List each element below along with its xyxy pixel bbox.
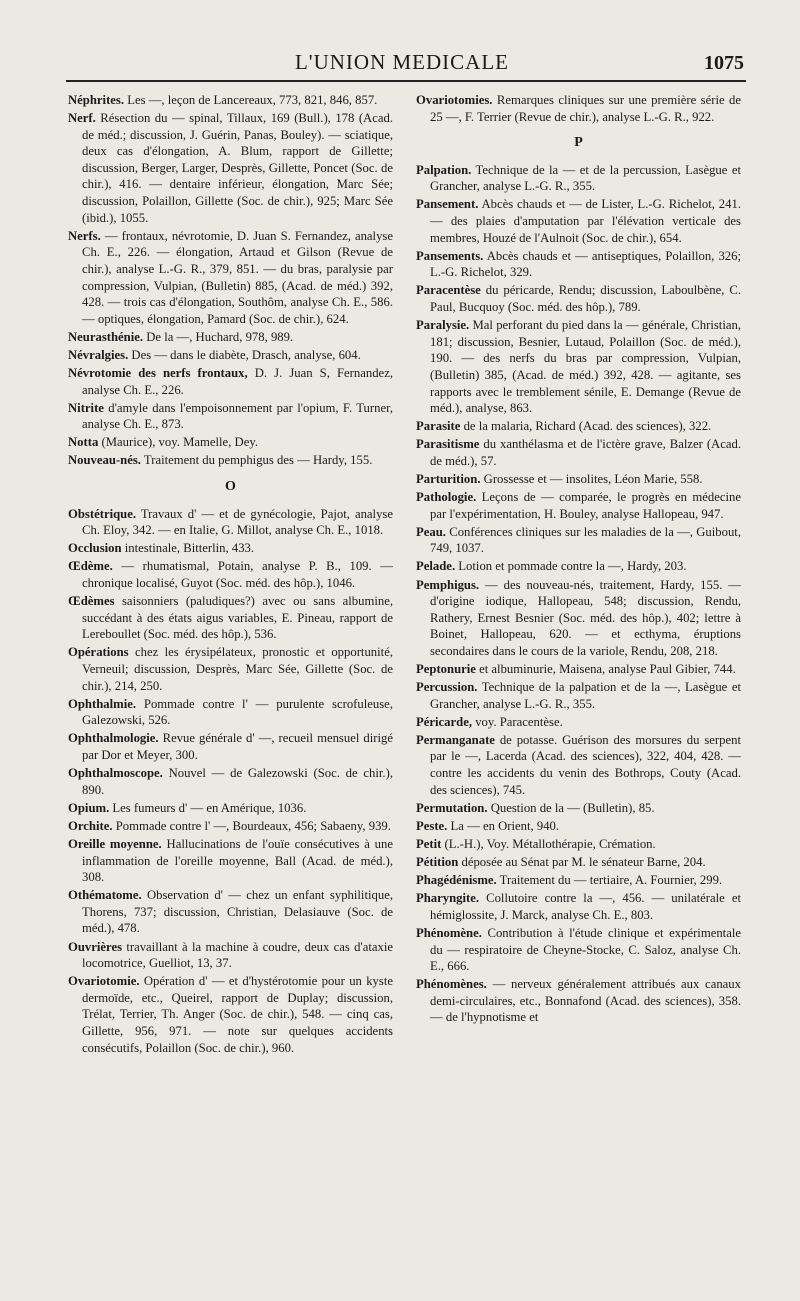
- index-entry: [68, 540, 393, 557]
- entry-text: Résection du — spinal, Tillaux, 169 (Bull.), 178 (Acad. de méd.; discussion, J. Guérin, Panas, Bouley). — sciatique, deux cas d'élongation, A. Blum, rapport de Gillette; discussion, Berger, Larger, Desprès, Gillette, Poncet (Soc. de chir.), 416. — dentaire inférieur, élongation, Marc Sée; discussion, Polaillon, Gillette (Soc. de chir.), 925; Marc Sée (ibid.), 1055.: [82, 111, 393, 225]
- entry-text: Les fumeurs d' — en Amérique, 1036.: [109, 800, 307, 815]
- entry-text: travaillant à la machine à coudre, deux cas d'ataxie locomotrice, Guelliot, 13, 37.: [82, 939, 393, 971]
- entry-heading: Pathologie.: [416, 490, 477, 505]
- entry-heading: Péricarde,: [416, 714, 473, 729]
- entry-text: Collutoire contre la —, 456. — unilatérale et hémiglossite, J. Marck, analyse Ch. E., 803.: [430, 891, 741, 922]
- entry-text: voy. Paracentèse.: [472, 714, 563, 729]
- entry-heading: Ouvrières: [68, 939, 123, 954]
- entry-text: Traitement du — tertiaire, A. Fournier, 299.: [496, 873, 723, 888]
- entry-heading: Pansement.: [416, 197, 479, 212]
- entry-heading: Nerfs.: [68, 228, 101, 243]
- index-entry: [416, 714, 741, 731]
- entry-text: — des nouveau-nés, traitement, Hardy, 155. — d'origine iodique, Hallopeau, 548; discussion, Rendu, Rathery, Ernest Besnier (Soc. méd. des hôp.), 402; lettre à Boinet, Hallopeau, 620. — et ecthyma, éruptions secondaires dans le cours de la variole, Rendu, 208, 218.: [430, 577, 741, 658]
- index-entry: [416, 890, 741, 923]
- entry-text: Abcès chauds et — de Lister, L.-G. Richelot, 241. — des plaies d'amputation par l'élévation verticale des membres, Houzé de l'Aulnoit (Soc. de chir.), 654.: [430, 197, 741, 245]
- entry-heading: Percussion.: [416, 680, 478, 695]
- entry-heading: Peptonurie: [416, 662, 476, 676]
- entry-text: Question de la — (Bulletin), 85.: [487, 800, 655, 815]
- entry-text: Conférences cliniques sur les maladies de la —, Guibout, 749, 1037.: [430, 524, 741, 556]
- entry-text: Observation d' — chez un enfant syphilitique, Thorens, 737; discussion, Christian, Delasiauve (Soc. de méd.), 478.: [82, 888, 393, 936]
- index-entry: [416, 489, 741, 522]
- entry-text: — frontaux, névrotomie, D. Juan S. Fernandez, analyse Ch. E., 226. — élongation, Artaud et Gilson (Revue de chir.), analyse L.-G. R., 379, 851. — du bras, paralysie par compression, Vulpian, (Bulletin) 885, (Acad. de méd.) 392, 428. — trois cas d'élongation, Southôm, analyse Ch. E., 586. — optiques, élongation, Pamard (Soc. de chir.), 624.: [82, 228, 393, 326]
- journal-title: L'UNION MEDICALE: [294, 50, 509, 74]
- entry-text: Leçons de — comparée, le progrès en médecine par l'expérimentation, H. Bouley, analyse Hallopeau, 947.: [430, 490, 741, 521]
- entry-heading: Obstétrique.: [68, 506, 137, 521]
- entries-o: [68, 506, 393, 1057]
- entry-heading: Nouveau-nés.: [68, 453, 141, 468]
- entry-heading: Pharyngite.: [416, 891, 480, 906]
- entry-text: Pommade contre l' — purulente scrofuleuse, Galezowski, 526.: [82, 696, 393, 728]
- entry-text: Nouvel — de Galezowski (Soc. de chir.), 890.: [82, 766, 393, 797]
- entry-heading: Pemphigus.: [416, 577, 480, 592]
- index-entry: [68, 644, 393, 694]
- entry-text: de potasse. Guérison des morsures du serpent par le —, Lacerda (Acad. des sciences), 322, 404, 428. — contre les accidents du venin des Bothrops, Couty (Acad. des sciences), 745.: [430, 732, 741, 797]
- index-entry: [68, 506, 393, 539]
- entry-text: saisonniers (paludiques?) avec ou sans albumine, succédant à des états aigus variables, E. Pineau, rapport de Lereboullet (Soc. méd. des hôp.), 536.: [82, 594, 393, 642]
- entry-heading: Nitrite: [68, 400, 104, 415]
- index-entry: [416, 854, 741, 871]
- entry-heading: Nerf.: [68, 111, 96, 126]
- page-header: [60, 48, 744, 78]
- index-entry: [416, 732, 741, 798]
- entry-text: De la —, Huchard, 978, 989.: [143, 329, 294, 344]
- entry-text: Des — dans le diabète, Drasch, analyse, 604.: [128, 347, 361, 362]
- index-entry: [68, 939, 393, 972]
- entry-text: Mal perforant du pied dans la — générale, Christian, 181; discussion, Besnier, Lutaud, Polaillon (Soc. de méd.), 190. — des nerfs du bras par compression, Vulpian, (Bulletin) 385, (Acad. de méd.) 392, 428. — agitante, ses rapports avec le tremblement sénile, E. Demange (Revue de méd.), analyse, 863.: [430, 318, 741, 416]
- entry-text: Contribution à l'étude clinique et expérimentale du — respiratoire de Cheyne-Stocke, C. Saloz, analyse Ch. E., 666.: [430, 925, 741, 974]
- index-entry: [68, 818, 393, 835]
- entry-text: déposée au Sénat par M. le sénateur Barne, 204.: [458, 855, 706, 870]
- index-entry: [416, 818, 741, 835]
- entry-text: Grossesse et — insolites, Léon Marie, 558.: [480, 471, 703, 486]
- index-entry: [416, 800, 741, 817]
- entry-text: — nerveux généralement attribués aux canaux demi-circulaires, etc., Bonnafond (Acad. des sciences), 358. — de l'hypnotisme et: [430, 977, 741, 1025]
- section-letter-o: O: [225, 479, 236, 495]
- index-entry: [416, 872, 741, 889]
- entry-heading: Ophthalmie.: [68, 696, 137, 711]
- index-entry: [416, 248, 741, 281]
- entry-text: — rhumatismal, Potain, analyse P. B., 109. — chronique localisé, Guyot (Soc. méd. des hôp.), 1046.: [82, 559, 393, 591]
- entry-text: chez les érysipélateux, pronostic et opportunité, Verneuil; discussion, Desprès, Marc Sée, Gillette (Soc. de chir.), 214, 250.: [82, 645, 393, 693]
- entry-heading: Ovariotomie.: [68, 974, 140, 989]
- entry-text: (L.-H.), Voy. Métallothérapie, Crémation.: [441, 836, 656, 851]
- entry-heading: Pétition: [416, 855, 459, 870]
- entry-text: La — en Orient, 940.: [447, 818, 560, 833]
- entry-heading: Othématome.: [68, 888, 142, 903]
- index-entry: [68, 452, 393, 469]
- entries-n: [68, 92, 393, 469]
- index-entry: [416, 558, 741, 575]
- index-entry: [68, 800, 393, 817]
- entry-heading: Parasitisme: [416, 437, 480, 452]
- index-entry: [416, 976, 741, 1026]
- entry-heading: Névralgies.: [68, 347, 129, 362]
- entry-heading: Occlusion: [68, 541, 122, 556]
- entry-text: Technique de la palpation et de la —, Lasègue et Grancher, analyse L.-G. R., 355.: [430, 680, 741, 711]
- entry-heading: Parturition.: [416, 471, 481, 486]
- entry-text: Abcès chauds et — antiseptiques, Polaillon, 326; L.-G. Richelot, 329.: [430, 248, 741, 280]
- entry-heading: Opium.: [68, 800, 110, 815]
- index-entry: [416, 471, 741, 488]
- entry-heading: Œdèmes: [68, 594, 115, 609]
- index-entry: [416, 925, 741, 975]
- entry-text: Travaux d' — et de gynécologie, Pajot, analyse Ch. Eloy, 342. — en Italie, G. Millot, analyse Ch. E., 1018.: [82, 506, 393, 538]
- index-entry: [416, 524, 741, 557]
- index-entry: [416, 436, 741, 469]
- entry-text: Hallucinations de l'ouïe consécutives à une inflammation de l'oreille moyenne, Ball (Acad. de méd.), 308.: [82, 836, 393, 885]
- entry-heading: Peau.: [416, 524, 446, 539]
- index-entry: [68, 887, 393, 937]
- entry-heading: Permutation.: [416, 800, 488, 815]
- entry-heading: Parasite: [416, 419, 461, 434]
- entry-heading: Paracentèse: [416, 283, 481, 298]
- entry-heading: Pelade.: [416, 559, 456, 574]
- index-entry: [68, 730, 393, 763]
- page-number: 1075: [704, 52, 744, 74]
- index-entry: [416, 196, 741, 246]
- entry-text: Remarques cliniques sur une première série de 25 —, F. Terrier (Revue de chir.), analyse L.-G. R., 922.: [430, 93, 741, 124]
- index-entry: [68, 558, 393, 591]
- index-entry: [416, 577, 741, 660]
- section-letter-p: P: [574, 135, 583, 151]
- index-entry: [68, 92, 393, 109]
- entry-heading: Paralysie.: [416, 318, 470, 333]
- entry-heading: Peste.: [416, 818, 448, 833]
- index-entry: [68, 434, 393, 451]
- index-entry: [68, 973, 393, 1056]
- entry-text: Opération d' — et d'hystérotomie pour un kyste dermoïde, etc., Queirel, rapport de Duplay; discussion, Trélat, Terrier, Th. Anger (Soc. de chir.), 548. — cinq cas, Gillette, 956, 971. — note sur quelques accidents consécutifs, Polaillon (Soc. de chir.), 960.: [82, 974, 393, 1055]
- entry-text: Les —, leçon de Lancereaux, 773, 821, 846, 857.: [124, 93, 378, 107]
- index-entry: [68, 696, 393, 729]
- index-entry: [68, 228, 393, 328]
- index-entry: [416, 92, 741, 125]
- entry-heading: Pansements.: [416, 248, 484, 263]
- entry-text: et albuminurie, Maisena, analyse Paul Gibier, 744.: [475, 662, 736, 676]
- index-entry: [68, 347, 393, 364]
- index-entry: [68, 110, 393, 226]
- index-entry: [416, 162, 741, 195]
- left-column: [68, 92, 393, 1058]
- entry-heading: Phénomènes.: [416, 977, 487, 992]
- entries-o-continued: [416, 92, 741, 125]
- entry-text: intestinale, Bitterlin, 433.: [121, 541, 255, 556]
- entries-p: [416, 162, 741, 1026]
- entry-heading: Permanganate: [416, 732, 495, 747]
- entry-heading: Ophthalmologie.: [68, 731, 159, 746]
- index-entry: [68, 836, 393, 886]
- index-entry: [416, 679, 741, 712]
- entry-text: de la malaria, Richard (Acad. des sciences), 322.: [460, 419, 712, 434]
- index-entry: [416, 418, 741, 435]
- entry-text: Lotion et pommade contre la —, Hardy, 203.: [455, 559, 687, 574]
- index-entry: [416, 661, 741, 678]
- index-entry: [68, 765, 393, 798]
- entry-heading: Palpation.: [416, 162, 472, 177]
- entry-heading: Oreille moyenne.: [68, 836, 162, 851]
- entry-heading: Petit: [416, 836, 442, 851]
- entry-heading: Névrotomie des nerfs frontaux,: [68, 366, 248, 380]
- index-entry: [68, 400, 393, 433]
- entry-heading: Œdème.: [68, 559, 113, 574]
- entry-heading: Ovariotomies.: [416, 93, 493, 107]
- entry-text: d'amyle dans l'empoisonnement par l'opium, F. Turner, analyse Ch. E., 873.: [82, 400, 393, 432]
- index-entry: [416, 836, 741, 853]
- entry-text: Pommade contre l' —, Bourdeaux, 456; Sabaeny, 939.: [112, 818, 391, 833]
- entry-text: du xanthélasma et de l'ictère grave, Balzer (Acad. de méd.), 57.: [430, 437, 741, 468]
- index-entry: [416, 282, 741, 315]
- entry-text: Traitement du pemphigus des — Hardy, 155.: [140, 453, 373, 468]
- index-entry: [68, 593, 393, 643]
- entry-text: Technique de la — et de la percussion, Lasègue et Grancher, analyse L.-G. R., 355.: [430, 162, 741, 194]
- entry-heading: Néphrites.: [68, 93, 125, 107]
- entry-heading: Orchite.: [68, 818, 113, 833]
- entry-heading: Neurasthénie.: [68, 329, 144, 344]
- entry-heading: Phénomène.: [416, 925, 482, 940]
- entry-heading: Phagédénisme.: [416, 873, 497, 888]
- entry-text: (Maurice), voy. Mamelle, Dey.: [98, 435, 259, 450]
- entry-text: Revue générale d' —, recueil mensuel dirigé par Dor et Meyer, 300.: [82, 731, 393, 762]
- entry-heading: Notta: [68, 435, 99, 450]
- entry-text: du péricarde, Rendu; discussion, Laboulbène, C. Paul, Bucquoy (Soc. méd. des hôp.), 789.: [430, 283, 741, 315]
- header-rule: [66, 80, 746, 82]
- entry-text: D. J. Juan S, Fernandez, analyse Ch. E., 226.: [82, 366, 393, 397]
- right-column: [416, 92, 741, 1027]
- entry-heading: Ophthalmoscope.: [68, 766, 163, 781]
- index-entry: [68, 329, 393, 346]
- index-entry: [68, 365, 393, 398]
- entry-heading: Opérations: [68, 645, 129, 660]
- index-entry: [416, 317, 741, 417]
